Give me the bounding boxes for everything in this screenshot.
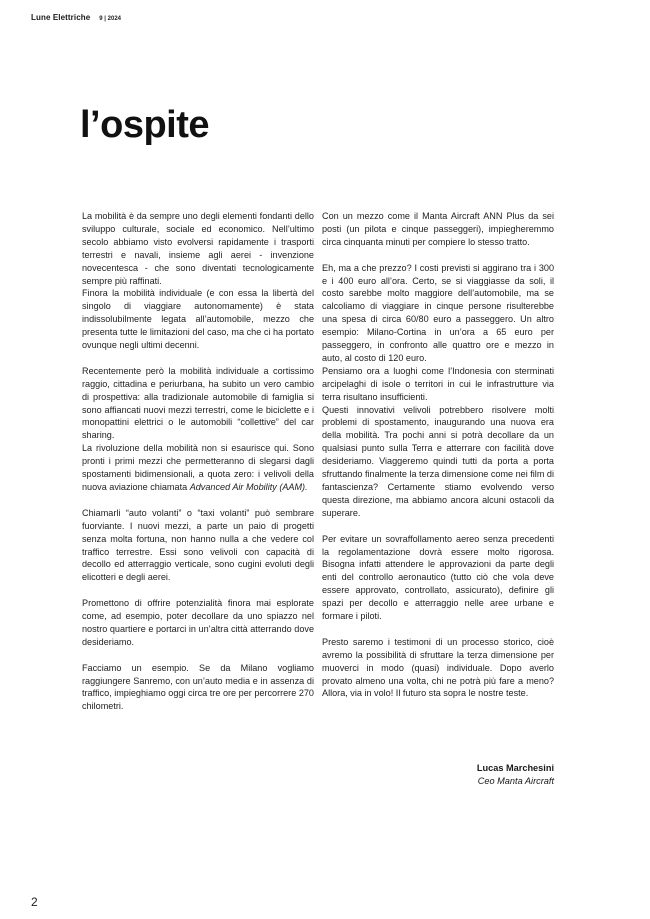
paragraph: Facciamo un esempio. Se da Milano vogliamo raggiungere Sanremo, con un’auto media e in assenza di traffico, impieghiamo oggi circa tre ore per percorrere 270 chilometri. [82,662,314,712]
paragraph: Con un mezzo come il Manta Aircraft ANN Plus da sei posti (un pilota e cinque passeggeri), impiegheremmo circa cinquanta minuti per compiere lo stesso tratto. [322,211,554,247]
page-number: 2 [31,895,38,909]
left-column [82,210,314,713]
paragraph: La mobilità è da sempre uno degli elementi fondanti dello sviluppo culturale, sociale ed economico. Nell’ultimo secolo abbiamo visto evolversi rapidamente i trasporti terrestri e navali, insieme agli aerei - invenzione novecentesca - che sono diventati tecnologicamente sempre più raffinati. [82,211,314,286]
running-header [31,13,121,22]
issue-number: 9 | 2024 [99,16,121,22]
right-column [322,210,554,700]
paragraph: Chiamarli “auto volanti” o “taxi volanti” può sembrare fuorviante. I nuovi mezzi, a parte un paio di progetti senza molta fortuna, non hanno nulla a che vedere col traffico terrestre. Essi sono velivoli con capacità di decollo ed atterraggio verticale, sono cugini evoluti degli elicotteri e degli aerei. [82,507,314,583]
author-name: Lucas Marchesini [476,763,554,773]
author-role: Ceo Manta Aircraft [477,776,554,786]
paragraph-text: La rivoluzione della mobilità non si esaurisce qui. Sono pronti i primi mezzi che permetteranno di slegarsi dagli spostamenti bidimensionali, a quota zero: i velivoli della nuova aviazione chiamata [82,443,314,493]
aam-term: Advanced Air Mobility (AAM). [189,482,308,493]
paragraph: Finora la mobilità individuale (e con essa la libertà del singolo di viaggiare autonomamente) è stata indissolubilmente legata all’automobile, mezzo che presenta tutte le limitazioni del caso, ma che ci ha portato ovunque negli ultimi decenni. [82,288,314,351]
paragraph: Pensiamo ora a luoghi come l’Indonesia con sterminati arcipelaghi di isole o territori in cui le infrastrutture via terra risultano insufficienti. [322,365,554,402]
author-signature [322,762,554,788]
paragraph [82,442,314,494]
paragraph: Eh, ma a che prezzo? I costi previsti si aggirano tra i 300 e i 400 euro all’ora. Certo, se si viaggiasse da soli, il costo sarebbe molto maggiore dell’automobile, ma se calcoliamo di viaggiare in cinque persone risulterebbe una spesa di circa 60/80 euro a passeggero. Un altro esempio: Milano-Cortina in un’ora a 65 euro per passeggero, in confronto alle quattro ore e mezzo in auto, al costo di 120 euro. [322,262,554,363]
paragraph: Questi innovativi velivoli potrebbero risolvere molti problemi di spostamento, inaugurando una nuova era della mobilità. Tra pochi anni si potrà decollare da un qualsiasi punto sulla Terra e atterrare con facilità dove desideriamo. Viaggeremo quindi tutti da porta a porta sfruttando finalmente la terza dimensione come nei film di fantascienza? Certamente stiamo evolvendo verso questa direzione, ma abbiamo ancora alcuni ostacoli da superare. [322,404,555,518]
paragraph: Per evitare un sovraffollamento aereo senza precedenti la regolamentazione dovrà essere molto rigorosa. Bisogna infatti attendere le approvazioni da parte degli enti del controllo aeronautico (tutto ciò che vola deve essere approvato, controllato, assicurato), definire gli spazi per decollo e atterraggio nelle aree urbane e formare i piloti. [322,533,554,622]
paragraph: Promettono di offrire potenzialità finora mai esplorate come, ad esempio, poter decollare da uno spiazzo nel nostro quartiere e portarci in un’altra città atterrando dove desideriamo. [82,598,314,647]
section-title: l’ospite [80,104,210,146]
magazine-title: Lune Elettriche [31,13,91,22]
paragraph: Recentemente però la mobilità individuale a cortissimo raggio, cittadina e periurbana, ha subito un vero cambio di prospettiva: alla tradizionale automobile di famiglia si sono affiancati nuovi mezzi terrestri, come le biciclette e i monopattini elettrici o le automobili “collettive” del car sharing. [82,365,314,441]
paragraph: Presto saremo i testimoni di un processo storico, cioè avremo la possibilità di sfruttare la terza dimensione per muoverci in modo (quasi) individuale. Dopo averlo provato almeno una volta, chi ne potrà più fare a meno? Allora, via in volo! Il futuro sta sopra le nostre teste. [322,636,554,699]
